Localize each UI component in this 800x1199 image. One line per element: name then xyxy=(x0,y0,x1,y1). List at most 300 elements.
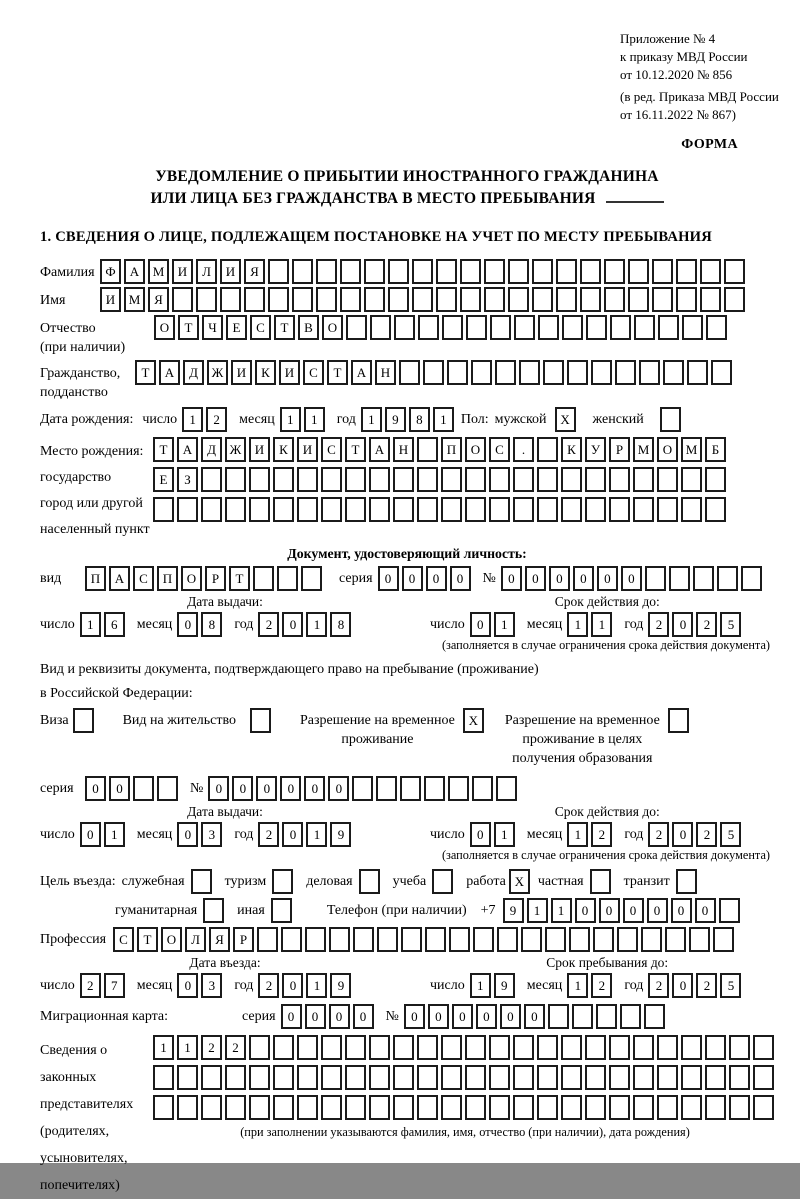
char-box[interactable] xyxy=(585,1035,606,1060)
char-box[interactable] xyxy=(471,360,492,385)
char-box[interactable]: 0 xyxy=(671,898,692,923)
char-box[interactable] xyxy=(658,315,679,340)
char-box[interactable] xyxy=(711,360,732,385)
char-box[interactable] xyxy=(329,927,350,952)
char-box[interactable]: 1 xyxy=(304,407,325,432)
char-box[interactable] xyxy=(700,259,721,284)
char-box[interactable] xyxy=(268,287,289,312)
char-box[interactable]: 0 xyxy=(450,566,471,591)
checkbox-female[interactable] xyxy=(660,407,681,432)
char-box[interactable]: 1 xyxy=(494,822,515,847)
char-box[interactable]: 1 xyxy=(177,1035,198,1060)
char-box[interactable] xyxy=(513,1095,534,1120)
char-box[interactable] xyxy=(441,1035,462,1060)
checkbox-male[interactable]: X xyxy=(555,407,576,432)
char-box[interactable] xyxy=(713,927,734,952)
char-box[interactable]: Т xyxy=(153,437,174,462)
char-box[interactable] xyxy=(346,315,367,340)
char-box[interactable] xyxy=(369,1095,390,1120)
char-box[interactable] xyxy=(201,467,222,492)
char-box[interactable]: 0 xyxy=(695,898,716,923)
char-box[interactable] xyxy=(620,1004,641,1029)
char-box[interactable] xyxy=(201,1095,222,1120)
char-box[interactable]: 2 xyxy=(258,822,279,847)
char-box[interactable] xyxy=(490,315,511,340)
char-box[interactable]: 2 xyxy=(648,973,669,998)
char-box[interactable]: 1 xyxy=(361,407,382,432)
char-box[interactable]: 2 xyxy=(696,973,717,998)
identity-valid-month-input[interactable] xyxy=(567,612,615,637)
char-box[interactable]: С xyxy=(133,566,154,591)
char-box[interactable]: 0 xyxy=(621,566,642,591)
char-box[interactable] xyxy=(633,467,654,492)
char-box[interactable] xyxy=(724,287,745,312)
char-box[interactable] xyxy=(465,1065,486,1090)
char-box[interactable] xyxy=(225,1065,246,1090)
char-box[interactable] xyxy=(556,287,577,312)
char-box[interactable] xyxy=(417,1095,438,1120)
char-box[interactable] xyxy=(441,497,462,522)
identity-valid-day-input[interactable] xyxy=(470,612,518,637)
char-box[interactable]: С xyxy=(113,927,134,952)
char-box[interactable] xyxy=(447,360,468,385)
char-box[interactable] xyxy=(585,1095,606,1120)
char-box[interactable] xyxy=(273,1095,294,1120)
char-box[interactable] xyxy=(753,1095,774,1120)
char-box[interactable]: И xyxy=(249,437,270,462)
char-box[interactable]: 0 xyxy=(597,566,618,591)
char-box[interactable]: 2 xyxy=(258,612,279,637)
char-box[interactable]: Т xyxy=(345,437,366,462)
char-box[interactable] xyxy=(681,467,702,492)
char-box[interactable]: О xyxy=(181,566,202,591)
identity-number-input[interactable] xyxy=(501,566,765,591)
checkbox-residence-permit[interactable] xyxy=(250,708,271,733)
char-box[interactable]: Т xyxy=(274,315,295,340)
char-box[interactable]: 1 xyxy=(433,407,454,432)
char-box[interactable] xyxy=(417,467,438,492)
char-box[interactable]: Е xyxy=(153,467,174,492)
entry-year-input[interactable] xyxy=(258,973,354,998)
char-box[interactable]: 0 xyxy=(304,776,325,801)
char-box[interactable] xyxy=(681,497,702,522)
char-box[interactable] xyxy=(297,1095,318,1120)
char-box[interactable] xyxy=(196,287,217,312)
char-box[interactable] xyxy=(301,566,322,591)
char-box[interactable] xyxy=(412,259,433,284)
char-box[interactable] xyxy=(705,1065,726,1090)
char-box[interactable] xyxy=(177,1065,198,1090)
checkbox-temp-residence[interactable]: X xyxy=(463,708,484,733)
char-box[interactable]: К xyxy=(255,360,276,385)
char-box[interactable] xyxy=(639,360,660,385)
char-box[interactable]: Я xyxy=(244,259,265,284)
char-box[interactable]: О xyxy=(154,315,175,340)
resident-series-input[interactable] xyxy=(85,776,181,801)
char-box[interactable] xyxy=(513,1035,534,1060)
char-box[interactable] xyxy=(345,497,366,522)
char-box[interactable] xyxy=(657,497,678,522)
char-box[interactable] xyxy=(442,315,463,340)
char-box[interactable] xyxy=(388,287,409,312)
char-box[interactable] xyxy=(436,287,457,312)
char-box[interactable] xyxy=(593,927,614,952)
char-box[interactable] xyxy=(657,467,678,492)
char-box[interactable]: А xyxy=(159,360,180,385)
representatives-row1-input[interactable] xyxy=(153,1035,777,1060)
citizenship-input[interactable] xyxy=(135,360,735,385)
char-box[interactable] xyxy=(281,927,302,952)
char-box[interactable] xyxy=(465,467,486,492)
char-box[interactable]: И xyxy=(172,259,193,284)
char-box[interactable] xyxy=(273,1035,294,1060)
char-box[interactable] xyxy=(681,1065,702,1090)
char-box[interactable]: 0 xyxy=(501,566,522,591)
char-box[interactable]: 0 xyxy=(549,566,570,591)
char-box[interactable] xyxy=(569,927,590,952)
checkbox-purpose-humanitarian[interactable] xyxy=(203,898,224,923)
char-box[interactable]: Ж xyxy=(225,437,246,462)
char-box[interactable] xyxy=(519,360,540,385)
char-box[interactable] xyxy=(376,776,397,801)
char-box[interactable]: С xyxy=(250,315,271,340)
representatives-row3-input[interactable] xyxy=(153,1095,777,1120)
char-box[interactable]: 2 xyxy=(648,822,669,847)
char-box[interactable]: 2 xyxy=(206,407,227,432)
char-box[interactable]: 0 xyxy=(305,1004,326,1029)
char-box[interactable]: Д xyxy=(201,437,222,462)
identity-issue-year-input[interactable] xyxy=(258,612,354,637)
char-box[interactable]: 0 xyxy=(177,822,198,847)
birthdate-month-input[interactable] xyxy=(280,407,328,432)
char-box[interactable] xyxy=(591,360,612,385)
representatives-row2-input[interactable] xyxy=(153,1065,777,1090)
char-box[interactable] xyxy=(537,1065,558,1090)
birthdate-year-input[interactable] xyxy=(361,407,457,432)
birthplace-row1-input[interactable] xyxy=(153,437,729,462)
char-box[interactable] xyxy=(681,1035,702,1060)
char-box[interactable] xyxy=(297,497,318,522)
char-box[interactable]: 0 xyxy=(256,776,277,801)
char-box[interactable]: Л xyxy=(185,927,206,952)
char-box[interactable] xyxy=(489,1095,510,1120)
char-box[interactable] xyxy=(532,287,553,312)
char-box[interactable] xyxy=(561,467,582,492)
char-box[interactable] xyxy=(297,467,318,492)
char-box[interactable] xyxy=(753,1035,774,1060)
char-box[interactable] xyxy=(425,927,446,952)
char-box[interactable] xyxy=(610,315,631,340)
char-box[interactable] xyxy=(424,776,445,801)
char-box[interactable]: К xyxy=(273,437,294,462)
char-box[interactable] xyxy=(545,927,566,952)
char-box[interactable] xyxy=(617,927,638,952)
char-box[interactable] xyxy=(400,776,421,801)
char-box[interactable]: А xyxy=(351,360,372,385)
char-box[interactable] xyxy=(466,315,487,340)
entry-day-input[interactable] xyxy=(80,973,128,998)
char-box[interactable]: П xyxy=(157,566,178,591)
char-box[interactable] xyxy=(417,1065,438,1090)
char-box[interactable] xyxy=(572,1004,593,1029)
resident-valid-year-input[interactable] xyxy=(648,822,744,847)
char-box[interactable] xyxy=(495,360,516,385)
char-box[interactable]: 1 xyxy=(567,612,588,637)
char-box[interactable]: Т xyxy=(137,927,158,952)
char-box[interactable] xyxy=(321,497,342,522)
char-box[interactable] xyxy=(345,1035,366,1060)
char-box[interactable] xyxy=(460,287,481,312)
surname-input[interactable] xyxy=(100,259,748,284)
char-box[interactable] xyxy=(719,898,740,923)
char-box[interactable]: М xyxy=(124,287,145,312)
char-box[interactable] xyxy=(465,497,486,522)
char-box[interactable] xyxy=(364,287,385,312)
char-box[interactable]: 0 xyxy=(281,1004,302,1029)
char-box[interactable] xyxy=(508,259,529,284)
char-box[interactable] xyxy=(369,467,390,492)
char-box[interactable]: 1 xyxy=(306,973,327,998)
char-box[interactable] xyxy=(441,1095,462,1120)
char-box[interactable]: С xyxy=(321,437,342,462)
char-box[interactable]: 1 xyxy=(153,1035,174,1060)
char-box[interactable] xyxy=(567,360,588,385)
char-box[interactable]: 1 xyxy=(591,612,612,637)
char-box[interactable] xyxy=(484,259,505,284)
char-box[interactable] xyxy=(561,1035,582,1060)
char-box[interactable]: 0 xyxy=(476,1004,497,1029)
char-box[interactable] xyxy=(489,467,510,492)
char-box[interactable] xyxy=(345,1065,366,1090)
char-box[interactable] xyxy=(717,566,738,591)
char-box[interactable] xyxy=(321,467,342,492)
char-box[interactable]: 2 xyxy=(696,822,717,847)
birthplace-row3-input[interactable] xyxy=(153,497,729,522)
char-box[interactable] xyxy=(257,927,278,952)
char-box[interactable]: 6 xyxy=(104,612,125,637)
checkbox-purpose-private[interactable] xyxy=(590,869,611,894)
char-box[interactable] xyxy=(543,360,564,385)
char-box[interactable] xyxy=(393,1035,414,1060)
char-box[interactable]: 0 xyxy=(282,822,303,847)
char-box[interactable] xyxy=(201,1065,222,1090)
char-box[interactable]: 0 xyxy=(452,1004,473,1029)
char-box[interactable] xyxy=(537,1035,558,1060)
char-box[interactable] xyxy=(465,1095,486,1120)
char-box[interactable] xyxy=(561,1065,582,1090)
char-box[interactable]: 0 xyxy=(524,1004,545,1029)
char-box[interactable] xyxy=(700,287,721,312)
char-box[interactable] xyxy=(153,1095,174,1120)
char-box[interactable] xyxy=(249,1095,270,1120)
char-box[interactable] xyxy=(417,497,438,522)
char-box[interactable]: 1 xyxy=(494,612,515,637)
char-box[interactable]: 0 xyxy=(177,973,198,998)
char-box[interactable]: 0 xyxy=(573,566,594,591)
char-box[interactable]: 0 xyxy=(575,898,596,923)
char-box[interactable]: 0 xyxy=(109,776,130,801)
char-box[interactable]: 0 xyxy=(328,776,349,801)
char-box[interactable]: 0 xyxy=(623,898,644,923)
char-box[interactable]: 9 xyxy=(330,973,351,998)
stay-year-input[interactable] xyxy=(648,973,744,998)
resident-issue-day-input[interactable] xyxy=(80,822,128,847)
char-box[interactable] xyxy=(652,287,673,312)
checkbox-purpose-work[interactable]: X xyxy=(509,869,530,894)
char-box[interactable] xyxy=(497,927,518,952)
char-box[interactable]: 5 xyxy=(720,612,741,637)
char-box[interactable] xyxy=(634,315,655,340)
char-box[interactable] xyxy=(353,927,374,952)
checkbox-purpose-study[interactable] xyxy=(432,869,453,894)
resident-issue-month-input[interactable] xyxy=(177,822,225,847)
char-box[interactable]: 0 xyxy=(402,566,423,591)
char-box[interactable] xyxy=(561,1095,582,1120)
char-box[interactable]: П xyxy=(441,437,462,462)
char-box[interactable]: Я xyxy=(148,287,169,312)
checkbox-purpose-business[interactable] xyxy=(359,869,380,894)
char-box[interactable] xyxy=(399,360,420,385)
char-box[interactable] xyxy=(157,776,178,801)
char-box[interactable] xyxy=(508,287,529,312)
char-box[interactable]: 0 xyxy=(177,612,198,637)
char-box[interactable] xyxy=(441,467,462,492)
checkbox-temp-residence-education[interactable] xyxy=(668,708,689,733)
char-box[interactable] xyxy=(273,467,294,492)
char-box[interactable]: 0 xyxy=(208,776,229,801)
char-box[interactable] xyxy=(676,287,697,312)
migration-series-input[interactable] xyxy=(281,1004,377,1029)
char-box[interactable]: С xyxy=(303,360,324,385)
char-box[interactable] xyxy=(249,1035,270,1060)
char-box[interactable]: Н xyxy=(375,360,396,385)
char-box[interactable] xyxy=(423,360,444,385)
char-box[interactable]: . xyxy=(513,437,534,462)
char-box[interactable]: А xyxy=(177,437,198,462)
char-box[interactable]: Е xyxy=(226,315,247,340)
identity-issue-month-input[interactable] xyxy=(177,612,225,637)
char-box[interactable] xyxy=(316,259,337,284)
char-box[interactable] xyxy=(321,1095,342,1120)
char-box[interactable]: 0 xyxy=(647,898,668,923)
char-box[interactable]: 0 xyxy=(232,776,253,801)
char-box[interactable]: 0 xyxy=(353,1004,374,1029)
char-box[interactable]: 1 xyxy=(104,822,125,847)
char-box[interactable] xyxy=(537,497,558,522)
checkbox-purpose-other[interactable] xyxy=(271,898,292,923)
char-box[interactable] xyxy=(537,1095,558,1120)
char-box[interactable] xyxy=(604,287,625,312)
char-box[interactable] xyxy=(556,259,577,284)
char-box[interactable] xyxy=(273,1065,294,1090)
char-box[interactable] xyxy=(561,497,582,522)
char-box[interactable] xyxy=(321,1035,342,1060)
char-box[interactable] xyxy=(268,259,289,284)
char-box[interactable] xyxy=(652,259,673,284)
char-box[interactable]: 1 xyxy=(527,898,548,923)
char-box[interactable]: Т xyxy=(327,360,348,385)
char-box[interactable] xyxy=(585,497,606,522)
char-box[interactable]: З xyxy=(177,467,198,492)
char-box[interactable]: Я xyxy=(209,927,230,952)
char-box[interactable] xyxy=(340,287,361,312)
char-box[interactable] xyxy=(663,360,684,385)
char-box[interactable] xyxy=(580,259,601,284)
char-box[interactable] xyxy=(153,497,174,522)
char-box[interactable] xyxy=(609,497,630,522)
char-box[interactable]: 0 xyxy=(672,612,693,637)
char-box[interactable] xyxy=(609,1095,630,1120)
char-box[interactable]: Р xyxy=(609,437,630,462)
char-box[interactable] xyxy=(441,1065,462,1090)
char-box[interactable] xyxy=(345,467,366,492)
char-box[interactable] xyxy=(532,259,553,284)
char-box[interactable]: 9 xyxy=(385,407,406,432)
char-box[interactable]: 0 xyxy=(672,822,693,847)
birthplace-row2-input[interactable] xyxy=(153,467,729,492)
char-box[interactable] xyxy=(537,467,558,492)
char-box[interactable]: 0 xyxy=(329,1004,350,1029)
char-box[interactable]: 2 xyxy=(258,973,279,998)
char-box[interactable] xyxy=(369,1065,390,1090)
char-box[interactable]: Р xyxy=(205,566,226,591)
char-box[interactable]: Б xyxy=(705,437,726,462)
char-box[interactable]: 0 xyxy=(80,822,101,847)
char-box[interactable] xyxy=(513,1065,534,1090)
char-box[interactable] xyxy=(484,287,505,312)
char-box[interactable] xyxy=(633,1065,654,1090)
char-box[interactable] xyxy=(644,1004,665,1029)
char-box[interactable]: А xyxy=(124,259,145,284)
patronymic-input[interactable] xyxy=(154,315,730,340)
char-box[interactable]: Т xyxy=(135,360,156,385)
char-box[interactable] xyxy=(297,1035,318,1060)
char-box[interactable] xyxy=(489,1035,510,1060)
char-box[interactable]: 2 xyxy=(201,1035,222,1060)
char-box[interactable]: 9 xyxy=(330,822,351,847)
migration-number-input[interactable] xyxy=(404,1004,668,1029)
char-box[interactable] xyxy=(633,497,654,522)
char-box[interactable]: Д xyxy=(183,360,204,385)
char-box[interactable]: К xyxy=(561,437,582,462)
char-box[interactable] xyxy=(201,497,222,522)
char-box[interactable]: 1 xyxy=(280,407,301,432)
char-box[interactable] xyxy=(394,315,415,340)
char-box[interactable] xyxy=(369,1035,390,1060)
char-box[interactable] xyxy=(657,1095,678,1120)
char-box[interactable] xyxy=(513,467,534,492)
char-box[interactable] xyxy=(657,1035,678,1060)
char-box[interactable]: 1 xyxy=(306,822,327,847)
char-box[interactable]: О xyxy=(465,437,486,462)
char-box[interactable] xyxy=(369,497,390,522)
char-box[interactable]: 1 xyxy=(551,898,572,923)
resident-valid-day-input[interactable] xyxy=(470,822,518,847)
char-box[interactable]: 0 xyxy=(378,566,399,591)
char-box[interactable]: С xyxy=(489,437,510,462)
resident-issue-year-input[interactable] xyxy=(258,822,354,847)
char-box[interactable] xyxy=(393,1095,414,1120)
char-box[interactable] xyxy=(460,259,481,284)
char-box[interactable]: 5 xyxy=(720,822,741,847)
char-box[interactable]: 2 xyxy=(696,612,717,637)
char-box[interactable]: Ж xyxy=(207,360,228,385)
char-box[interactable]: 2 xyxy=(225,1035,246,1060)
char-box[interactable] xyxy=(249,467,270,492)
char-box[interactable]: 1 xyxy=(567,822,588,847)
entry-month-input[interactable] xyxy=(177,973,225,998)
char-box[interactable]: 0 xyxy=(404,1004,425,1029)
